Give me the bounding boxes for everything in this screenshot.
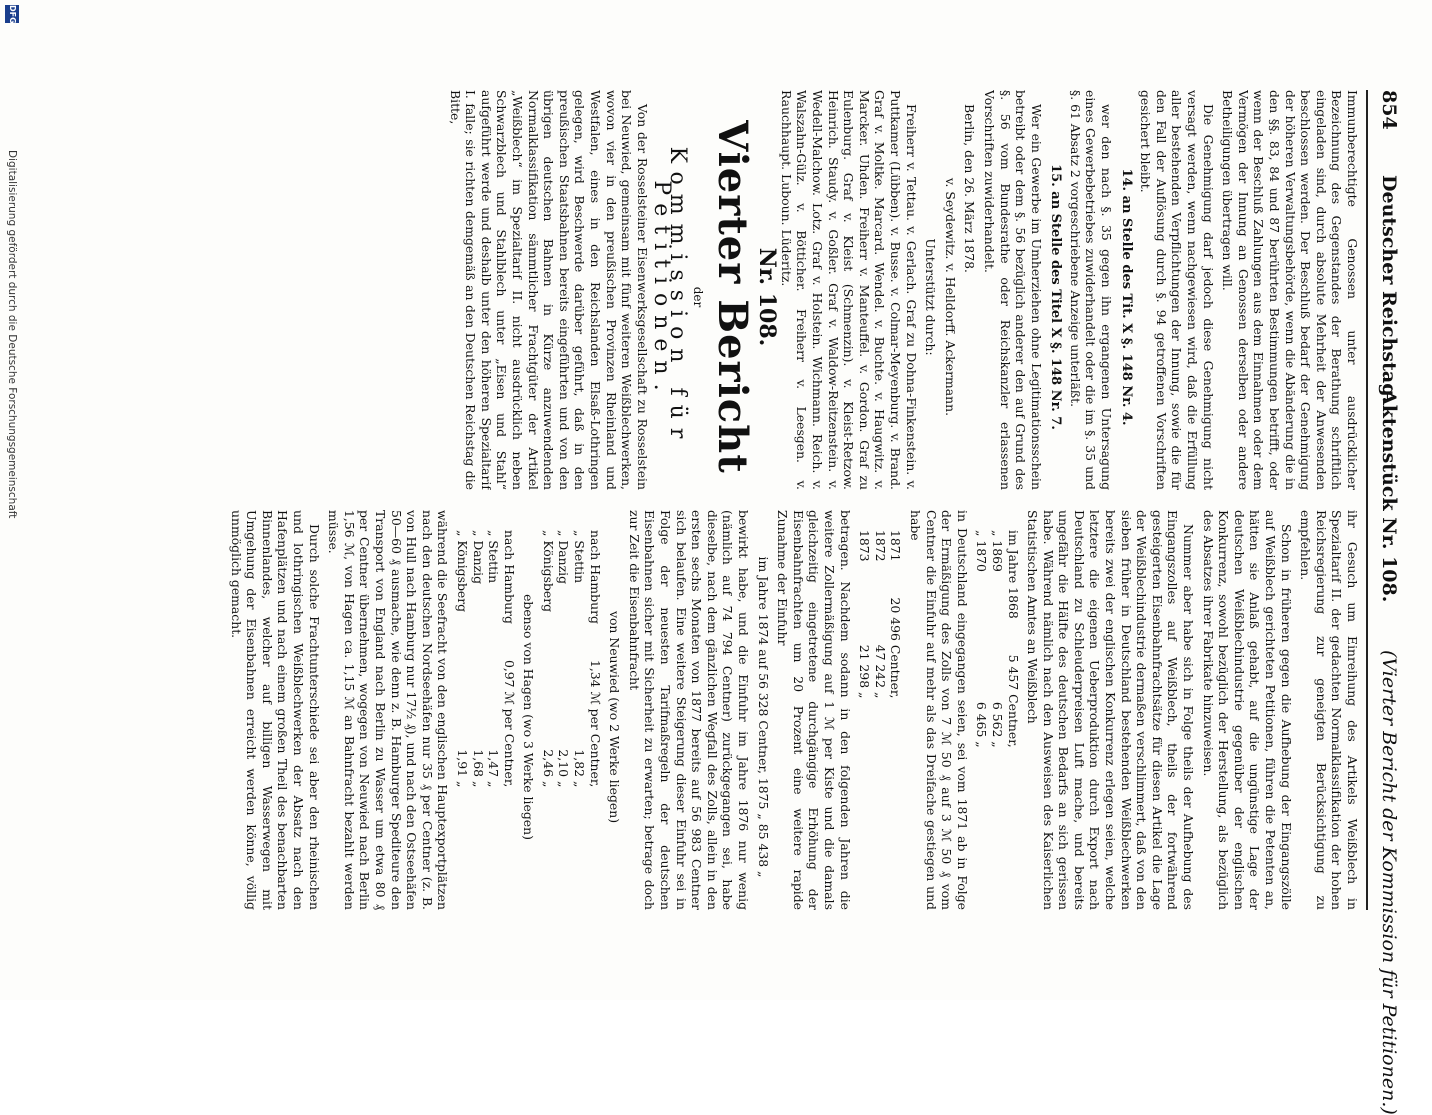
page-header xyxy=(1370,90,1400,1115)
import-line-1874-1875: im Jahre 1874 auf 56 328 Centner, 1875 „ 85 438 „ xyxy=(755,556,771,878)
table-cell: 1871 xyxy=(888,530,904,562)
paragraph: in Deutschland eingegangen seien, sei vom 1871 ab in Folge der Ermäßigung des Zolls von 7 ℳ 50 ₰ auf 3 ℳ 50 ₰ vom Centner die Einfuhr auf mehr als das Dreifache gestiegen und habe xyxy=(907,510,970,910)
right-column xyxy=(20,510,1360,910)
table-cell: im Jahre 1868 xyxy=(1005,530,1021,619)
supported-by-label: Unterstützt durch: xyxy=(923,238,939,356)
table-row xyxy=(540,530,556,793)
table-cell: nach Hamburg xyxy=(501,530,517,624)
freight-table-neuwied xyxy=(540,530,602,793)
running-title: Deutscher Reichstag. xyxy=(1378,175,1400,404)
table-cell: „ 1870 xyxy=(974,530,990,572)
table-cell: 1,34 ℳ per Centner, xyxy=(587,659,603,788)
table-cell: 20 496 Centner, xyxy=(888,597,904,699)
paragraph: wer den nach §. 35 gegen ihn ergangenen Untersagung eines Gewerbebetriebes zuwiderhandelt oder die im §. 35 und §. 61 Absatz 2 vorgeschriebene Anzeige unterläßt. xyxy=(1067,90,1115,490)
paragraph: Von der Rosselsteiner Eisenwerksgesellschaft zu Rosselstein bei Neuwied, gemeinsam mit fünf weiteren Weißblechwerken, wovon vier in den preußischen Provinzen Rheinland und Westfalen, eines in den Reichslanden Elsaß-Lothringen gelegen, wird Beschwerde darüber geführt, daß in den preußischen Staatsbahnen bereits eingeführten und von den übrigen deutschen Bahnen in Kürze anzuwendenden Normalklassifikation sämmtlicher Frachtgüter der Artikel „Weißblech“ im Spezialtarif II. nicht ausdrücklich neben Schwarzblech und Stahlblech unter „Eisen und Stahl“ aufgeführt werde und deshalb unter den höheren Spezialtarif I. falle; sie richten demgemäß an den Deutschen Reichstag die Bitte, xyxy=(447,90,650,490)
document-number: Nr. 108. xyxy=(754,247,781,347)
page-number: 854 xyxy=(1378,90,1400,130)
freight-table-hagen xyxy=(454,530,516,793)
running-title-right: (Vierter Bericht der Kommission für Petitionen.) xyxy=(1378,650,1400,1115)
paragraph: während die Seefracht von den englischen Hauptexportplätzen nach den deutschen Nordseehäfen nur 35 ₰ per Centner (z. B. von Hull nach Hamburg nur 17½ ₰), und nach den Ostseehäfen 50—60 ₰ ausmache, wie denn z. B. Hamburger Spediteure den Transport von England nach Berlin zu Wasser um etwa 80 ₰ per Centner übernehmen, wogegen von Neuwied nach Berlin 1,56 ℳ, von Hagen ca. 1,15 ℳ an Bahnfracht bezahlt werden müsse. xyxy=(326,510,451,910)
table-cell: 1,47 „ xyxy=(486,749,502,788)
table-cell: „ Stettin xyxy=(572,530,588,584)
report-title: Vierter Bericht xyxy=(708,120,756,474)
digitization-note: Digitalisierung gefördert durch die Deutsche Forschungsgemeinschaft xyxy=(6,150,18,519)
table-cell: 6 562 „ xyxy=(989,701,1005,748)
signatories: v. Seydewitz. v. Helldorff. Ackermann. xyxy=(942,177,958,417)
table-row xyxy=(454,530,470,793)
table-cell: 1873 xyxy=(857,530,873,562)
left-column xyxy=(20,90,1360,490)
paragraph: ihr Gesuch um Einreihung des Artikels Weißblech in Spezialtarif II. der gedachten Normalklassifikation der hohen Reichsregierung zur geneigten Berücksichtigung zu empfehlen. xyxy=(1298,510,1360,910)
table-row xyxy=(470,530,486,793)
paragraph: Immunberechtigte Genossen unter ausdrücklicher Bezeichnung des Gegenstandes der Berathung schriftlich eingeladen sind, durch absolute Mehrheit der Anwesenden beschlossen werden. Der Beschluß bedarf der Genehmigung der höheren Verwaltungsbehörde, wenn die Abänderung die in den §§. 83, 84 und 87 berührten Bestimmungen betrifft, oder wenn der Beschluß Zahlungen aus dem Einnahmen oder dem Vermögen der Innung an Genossen derselben oder andere Betheiligungen übertragen will. xyxy=(1220,90,1360,490)
appendix-label: Aktenstück Nr. 108. xyxy=(1378,390,1400,603)
table-cell: „ Königsberg xyxy=(540,530,556,613)
paragraph: bewirkt habe, und die Einfuhr im Jahre 1876 nur wenig (nämlich auf 74 794 Centner) zurückgegangen sei, habe dieselbe, nach dem gänzlichen Wegfall des Zolls, allein in den ersten sechs Monaten von 1877 bereits auf 56 983 Centner sich belaufen. Eine weitere Steigerung dieser Einfuhr sei in Folge der neuesten Tarifmaßregeln der deutschen Eisenbahnen sicher mit Sicherheit zu erwarten; betrage doch zur Zeit die Eisenbahnfracht xyxy=(626,510,752,910)
paragraph: Schon in früheren gegen die Aufhebung der Eingangszölle auf Weißblech gerichteten Petitionen, führen die Petenten an, hätten sie Anlaß gehabt, auf die ungünstige Lage der deutschen Weißblechindustrie gegenüber der englischen Konkurrenz, sowohl bezüglich der Herstellung, als bezüglich des Absatzes ihrer Fabrikate hinzuweisen. xyxy=(1200,510,1294,910)
table-cell: „ Danzig xyxy=(470,530,486,585)
section-heading: 14. an Stelle des Tit. X §. 148 Nr. 4. xyxy=(1118,168,1134,426)
paragraph: Durch solche Frachtunterschiede sei aber den rheinischen und lothringischen Weißblechwerken der Absatz nach den Hafenplätzen und nach einem großen Theil des benachbarten Binnenlandes, welcher auf billigen Wasserwegen mit Umgehung der Eisenbahnen erreicht werden könne, völlig unmöglich gemacht. xyxy=(228,510,322,910)
section-heading: 15. an Stelle des Titel X §. 148 Nr. 7. xyxy=(1048,164,1064,430)
table-cell: 47 242 „ xyxy=(872,644,888,699)
paragraph: Die Genehmigung darf jedoch diese Genehmigung nicht versagt werden, wenn nachgewiesen wird, daß die Erfüllung aller bestehenden Verpflichtungen der Innung, sowie die für den Fall der Auflösung durch §. 94 getroffenen Vorschriften gesichert bleibt. xyxy=(1138,90,1216,490)
table-cell: 2,10 „ xyxy=(556,749,572,788)
title-connector: der xyxy=(690,286,705,308)
paragraph: Wer ein Gewerbe im Umherziehen ohne Legitimationsschein betreibt oder dem §. 56 bezüglich anderer den auf Grund des §. 56 vom Bundesrathe oder Reichskanzler erlassenen Vorschriften zuwiderhandelt. xyxy=(981,90,1044,490)
table-row xyxy=(556,530,572,793)
dfg-logo-icon: DFG xyxy=(5,5,19,23)
import-table-1871-1873 xyxy=(857,530,904,704)
table-cell: 1,68 „ xyxy=(470,749,486,788)
table-cell: 21 298 „ xyxy=(857,644,873,699)
paragraph: Nummer aber habe sich in Folge theils der Aufhebung des Eingangszolles auf Weißblech, theils der fortwährend gesteigerten Eisenbahnfrachtsätze für diesen Artikel die Lage der Weißblechindustrie dermaßen verschlimmert, daß von den sieben früher in Deutschland bestehenden Weißblechwerken bereits zwei der englischen Konkurrenz erlegen seien, welche letztere die eigenen Ueberproduktion durch Export nach Deutschland zu Schleuderpreisen Luft mache, und bereits ungefähr die Hälfte des deutschen Bedarfs an sich gerissen habe. Während nämlich nach den Ausweisen des Kaiserlichen Statistischen Amtes an Weißblech xyxy=(1025,510,1197,910)
table-cell: nach Hamburg xyxy=(587,530,603,624)
table-row xyxy=(872,530,888,704)
table-cell: „ Königsberg xyxy=(454,530,470,613)
table-cell: 1872 xyxy=(872,530,888,562)
route-heading-hagen: ebenso von Hagen (wo 3 Werke liegen) xyxy=(521,594,537,840)
table-cell: „ Stettin xyxy=(486,530,502,584)
table-cell: 2,46 „ xyxy=(540,749,556,788)
table-cell: 5 457 Centner, xyxy=(1005,654,1021,748)
table-row xyxy=(1005,530,1021,754)
table-cell: 1,91 „ xyxy=(454,749,470,788)
date-line: Berlin, den 26. März 1878. xyxy=(962,104,978,273)
table-cell: „ 1869 xyxy=(989,530,1005,572)
table-row xyxy=(888,530,904,704)
import-table-1868-1870 xyxy=(974,530,1021,754)
committee-name: Kommission für Petitionen. xyxy=(649,146,691,448)
table-row xyxy=(857,530,873,704)
table-row xyxy=(974,530,990,754)
table-cell: 0,97 ℳ per Centner, xyxy=(501,659,517,788)
table-row xyxy=(501,530,517,793)
table-row xyxy=(989,530,1005,754)
table-row xyxy=(587,530,603,793)
table-row xyxy=(572,530,588,793)
header-rule xyxy=(1366,90,1368,910)
table-cell: 6 465 „ xyxy=(974,701,990,748)
table-cell: „ Danzig xyxy=(556,530,572,585)
route-heading-neuwied: von Neuwied (wo 2 Werke liegen) xyxy=(607,610,623,824)
table-cell: 1,82 „ xyxy=(572,749,588,788)
table-row xyxy=(486,530,502,793)
supporters-list: Freiherr v. Tettau. v. Gerlach. Graf zu Dohna-Finkenstein. v. Puttkamer (Lübben). v. Busse. v. Colmar-Meyenburg. v. Brand. Graf v. Moltke. Marcard. Wendel. v. Buchte. v. Haugwitz. v. Marcker. Uhden. Freiherr v. Manteuffel. v. Gordon. Graf zu Eulenburg. Graf v. Kleist (Schmenzin). v. Kleist-Retzow. Heinrich. Staudy. v. Goßler. Graf v. Waldow-Reitzenstein. v. Wedell-Malchow. Lotz. Graf v. Holstein. Wichmann. Reich. v. Walszahn-Gülz. v. Bötticher. Freiherr v. Leesgen. v. Rauchhaupt. Luboun. Lüderitz. xyxy=(778,90,919,490)
digitization-footer xyxy=(2,0,22,1000)
paragraph: betragen. Nachdem sodann in den folgenden Jahren die weitere Zollermäßigung auf 1 ℳ per Kiste und die damals gleichzeitig eingetretene durchgängige Erhöhung der Eisenbahnfrachten um 20 Prozent eine weitere rapide Zunahme der Einfuhr xyxy=(775,510,853,910)
